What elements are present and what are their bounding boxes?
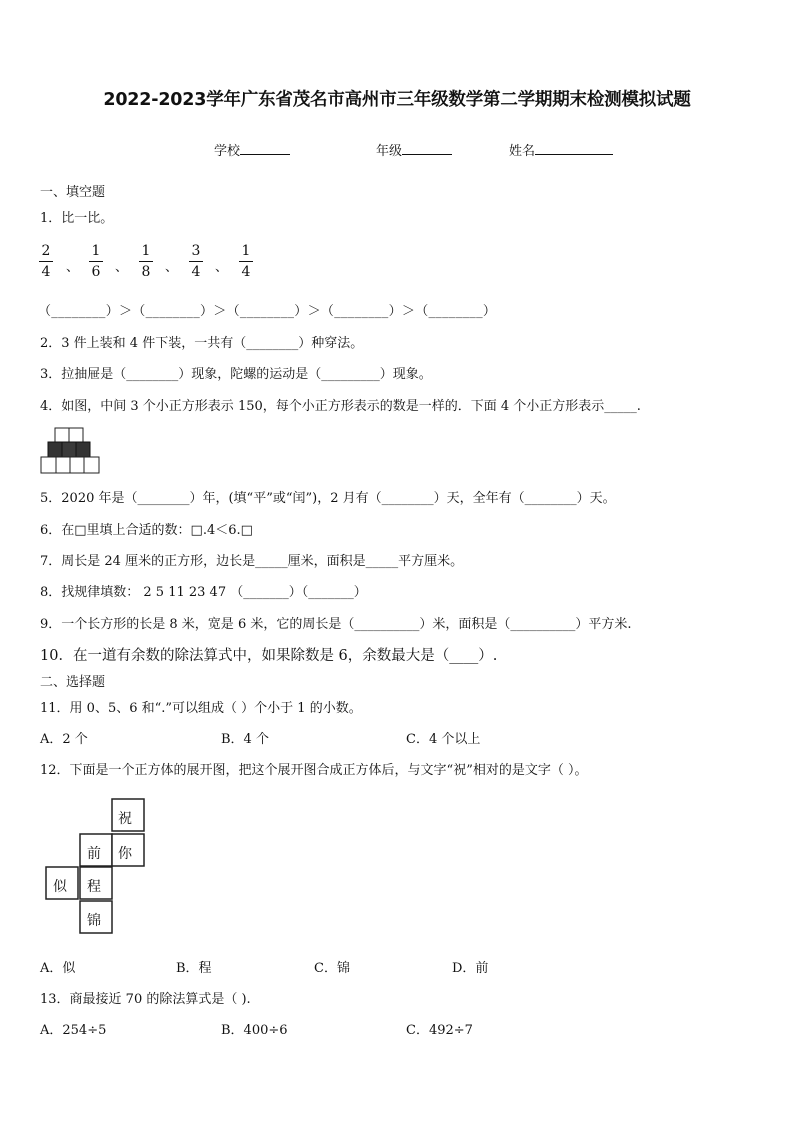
section-multiple-choice: 二、选择题 <box>40 675 106 690</box>
section-fill-blank: 一、填空题 <box>40 185 106 200</box>
fraction-4 <box>189 243 203 280</box>
net-cell-si: 似 <box>53 879 67 895</box>
option-d[interactable]: D．前 <box>452 961 489 976</box>
separator: 、 <box>165 260 179 275</box>
fraction-denominator: 4 <box>241 264 251 280</box>
school-field[interactable] <box>214 140 290 159</box>
net-cell-zhu: 祝 <box>118 811 132 827</box>
question-5: 5．2020 年是（________）年，(填“平”或“闰”)，2 月有（________）天，全年有（________）天。 <box>40 491 616 506</box>
fraction-denominator: 6 <box>91 264 101 280</box>
question-12: 12．下面是一个正方体的展开图，把这个展开图合成正方体后，与文字“祝”相对的是文字（ ）。 <box>40 763 588 778</box>
option-a[interactable]: A．似 <box>40 961 76 976</box>
page-title: 2022-2023学年广东省茂名市高州市三年级数学第二学期期末检测模拟试题 <box>103 90 691 110</box>
fraction-1 <box>39 243 53 280</box>
net-cell-cheng: 程 <box>87 879 101 895</box>
question-2: 2．3 件上装和 4 件下装，一共有（________）种穿法。 <box>40 336 364 351</box>
compare-blanks[interactable]: （________）＞（________）＞（________）＞（________）＞（________） <box>38 304 497 319</box>
fraction-numerator: 1 <box>241 243 251 259</box>
separator: 、 <box>215 260 229 275</box>
option-c[interactable]: C．492÷7 <box>406 1023 473 1038</box>
option-b[interactable]: B．4 个 <box>221 732 269 747</box>
fraction-numerator: 1 <box>141 243 151 259</box>
question-13: 13．商最接近 70 的除法算式是（ ). <box>40 992 251 1007</box>
question-9: 9．一个长方形的长是 8 米，宽是 6 米，它的周长是（__________）米，面积是（__________）平方米. <box>40 617 632 632</box>
grade-label: 年级 <box>376 144 403 159</box>
net-cell-ni: 你 <box>118 846 132 862</box>
net-cell-qian: 前 <box>87 846 101 862</box>
fraction-denominator: 4 <box>41 264 51 280</box>
option-c[interactable]: C．锦 <box>314 961 350 976</box>
question-11: 11．用 0、5、6 和“.”可以组成（ ）个小于 1 的小数。 <box>40 701 362 716</box>
fraction-numerator: 1 <box>91 243 101 259</box>
name-field[interactable] <box>509 140 613 159</box>
fraction-2 <box>89 243 103 280</box>
option-c[interactable]: C．4 个以上 <box>406 732 481 747</box>
question-6: 6．在□里填上合适的数：□.4＜6.□ <box>40 523 253 538</box>
option-a[interactable]: A．2 个 <box>40 732 88 747</box>
fraction-numerator: 3 <box>191 243 201 259</box>
question-10: 10．在一道有余数的除法算式中，如果除数是 6，余数最大是（____）. <box>40 648 498 664</box>
school-label: 学校 <box>214 144 241 159</box>
fraction-5 <box>239 243 253 280</box>
fraction-3 <box>139 243 153 280</box>
grade-field[interactable] <box>376 140 452 159</box>
net-cell-jin: 锦 <box>87 913 101 929</box>
square-stack-figure <box>40 427 102 475</box>
question-4: 4．如图，中间 3 个小正方形表示 150，每个小正方形表示的数是一样的．下面 4 个小正方形表示_____. <box>40 399 641 414</box>
question-7: 7．周长是 24 厘米的正方形，边长是_____厘米，面积是_____平方厘米。 <box>40 554 464 569</box>
fraction-numerator: 2 <box>41 243 51 259</box>
option-b[interactable]: B．程 <box>176 961 212 976</box>
name-label: 姓名 <box>509 144 536 159</box>
question-1: 1．比一比。 <box>40 211 114 226</box>
question-8: 8．找规律填数： 2 5 11 23 47 （_______）（_______） <box>40 585 367 600</box>
fraction-denominator: 4 <box>191 264 201 280</box>
fraction-denominator: 8 <box>141 264 151 280</box>
separator: 、 <box>115 260 129 275</box>
option-b[interactable]: B．400÷6 <box>221 1023 288 1038</box>
separator: 、 <box>66 260 80 275</box>
question-3: 3．拉抽屉是（________）现象，陀螺的运动是（_________）现象。 <box>40 367 432 382</box>
option-a[interactable]: A．254÷5 <box>40 1023 107 1038</box>
